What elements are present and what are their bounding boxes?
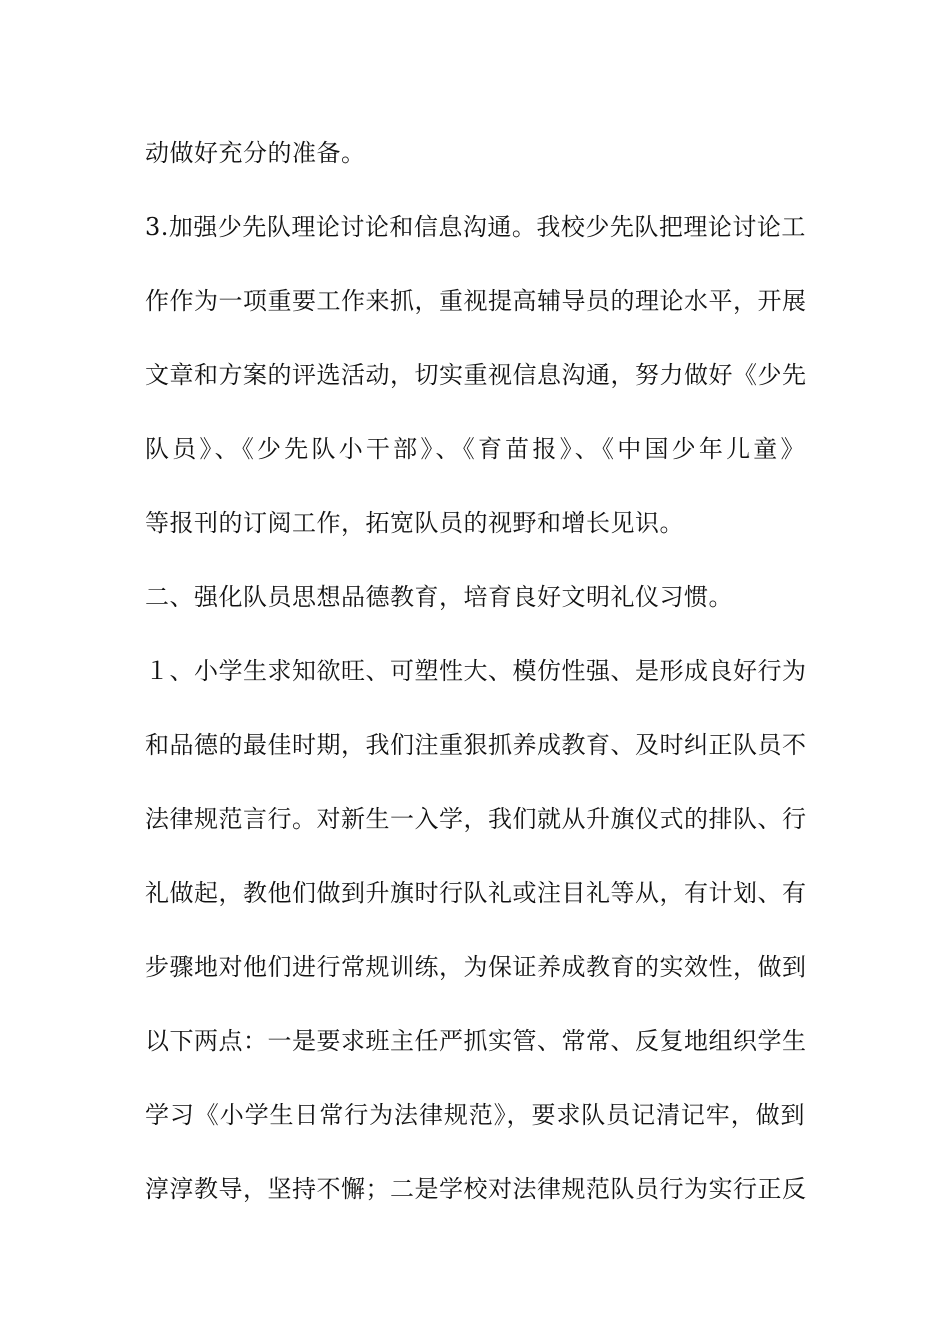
text-line: １、小学生求知欲旺、可塑性大、模仿性强、是形成良好行为 <box>145 657 807 685</box>
text-line: 礼做起，教他们做到升旗时行队礼或注目礼等从，有计划、有 <box>145 879 807 907</box>
text-line: 淳淳教导，坚持不懈；二是学校对法律规范队员行为实行正反 <box>145 1175 807 1203</box>
text-line: 等报刊的订阅工作，拓宽队员的视野和增长见识。 <box>145 509 684 537</box>
text-line: 队员》、《少先队小干部》、《育苗报》、《中国少年儿童》 <box>145 435 805 463</box>
text-line: 文章和方案的评选活动，切实重视信息沟通，努力做好《少先 <box>145 361 807 389</box>
text-line: 作作为一项重要工作来抓，重视提高辅导员的理论水平，开展 <box>145 287 807 315</box>
text-line: 以下两点：一是要求班主任严抓实管、常常、反复地组织学生 <box>145 1027 807 1055</box>
text-line: 法律规范言行。对新生一入学，我们就从升旗仪式的排队、行 <box>145 805 807 833</box>
text-line: 和品德的最佳时期，我们注重狠抓养成教育、及时纠正队员不 <box>145 731 807 759</box>
text-line: 动做好充分的准备。 <box>145 139 366 167</box>
section-heading: 二、强化队员思想品德教育，培育良好文明礼仪习惯。 <box>145 583 733 611</box>
text-line: 学习《小学生日常行为法律规范》，要求队员记清记牢，做到 <box>145 1101 805 1129</box>
text-line: 3.加强少先队理论讨论和信息沟通。我校少先队把理论讨论工 <box>145 213 806 241</box>
text-line: 步骤地对他们进行常规训练，为保证养成教育的实效性，做到 <box>145 953 807 981</box>
document-body <box>145 128 805 1238</box>
